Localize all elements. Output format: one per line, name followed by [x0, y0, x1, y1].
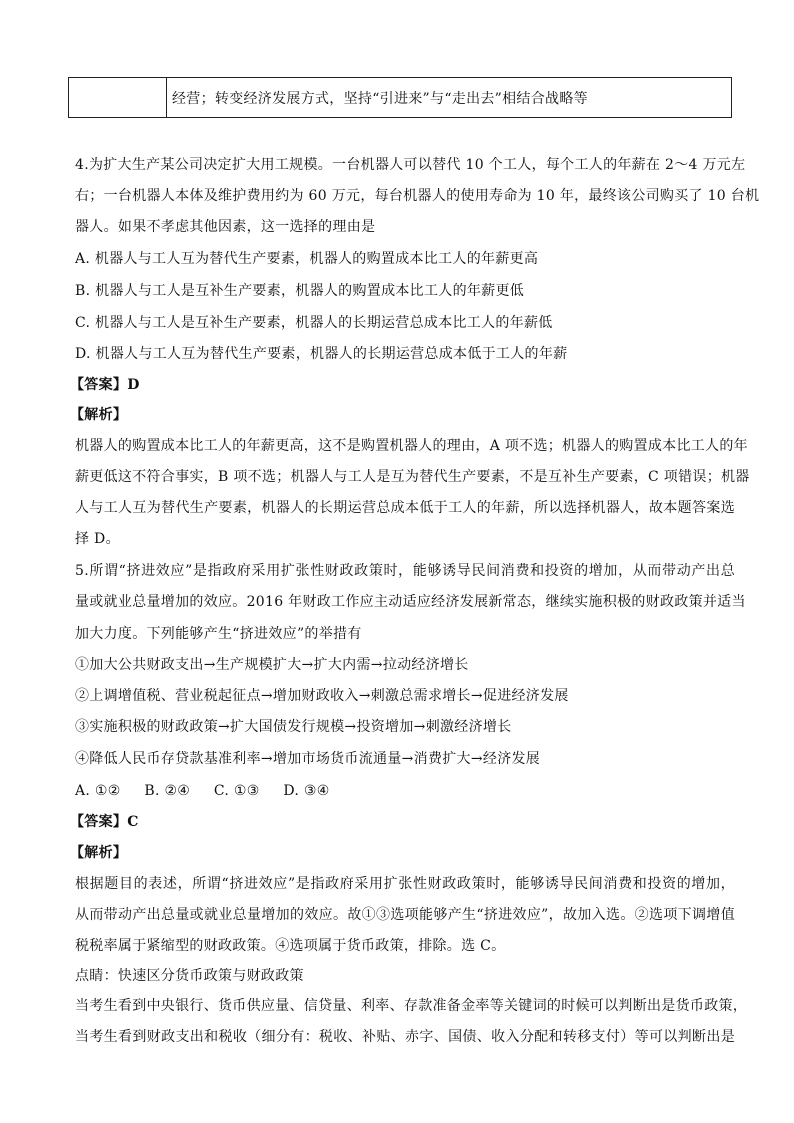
- q4-option-c: C. 机器人与工人是互补生产要素，机器人的长期运营总成本比工人的年薪低: [75, 315, 553, 331]
- q4-stem-line-3: 器人。如果不孝虑其他因素，这一选择的理由是: [75, 219, 376, 235]
- q4-option-b: B. 机器人与工人是互补生产要素，机器人的购置成本比工人的年薪更低: [75, 283, 525, 299]
- q5-answer: 【答案】C: [70, 814, 139, 830]
- q5-analysis-line-2: 从而带动产出总量或就业总量增加的效应。故①③选项能够产生“挤进效应”，故加入选。②选项下调增值: [75, 907, 735, 923]
- q4-analysis-line-4: 择 D。: [75, 531, 120, 547]
- q4-analysis-line-1: 机器人的购置成本比工人的年薪更高，这不是购置机器人的理由，A 项不选；机器人的购置成本比工人的年: [75, 438, 748, 454]
- q5-analysis-line-3: 税税率属于紧缩型的财政政策。④选项属于货币政策，排除。选 C。: [75, 938, 506, 954]
- q4-option-a: A. 机器人与工人互为替代生产要素，机器人的购置成本比工人的年薪更高: [75, 251, 539, 267]
- q4-analysis-line-2: 薪更低这不符合事实，B 项不选；机器人与工人是互为替代生产要素，不是互补生产要素，C 项错误；机器: [75, 469, 750, 485]
- q4-stem-line-1: 4.为扩大生产某公司决定扩大用工规模。一台机器人可以替代 10 个工人，每个工人的年薪在 2～4 万元左: [75, 157, 746, 173]
- q4-option-d: D. 机器人与工人互为替代生产要素，机器人的长期运营总成本低于工人的年薪: [75, 346, 568, 362]
- table-row: [68, 77, 732, 118]
- table-cell-text: 经营；转变经济发展方式，坚持“引进来”与“走出去”相结合战略等: [172, 90, 588, 107]
- q5-tip-title: 点睛：快速区分货币政策与财政政策: [75, 968, 304, 984]
- q4-analysis-line-3: 人与工人互为替代生产要素，机器人的长期运营总成本低于工人的年薪，所以选择机器人，故本题答案选: [75, 500, 735, 516]
- q4-stem-line-2: 右；一台机器人本体及维护费用约为 60 万元，每台机器人的使用寿命为 10 年，最终该公司购买了 10 台机: [75, 188, 760, 204]
- q5-analysis-title: 【解析】: [70, 845, 128, 861]
- q5-options: A. ①② B. ②④ C. ①③ D. ③④: [75, 783, 330, 799]
- q5-item-3: ③实施积极的财政政策→扩大国债发行规模→投资增加→刺激经济增长: [75, 719, 512, 735]
- q5-tip-line-2: 当考生看到财政支出和税收（细分有：税收、补贴、赤字、国债、收入分配和转移支付）等可以判断出是: [75, 1029, 735, 1045]
- q5-analysis-line-1: 根据题目的表述，所谓“挤进效应”是指政府采用扩张性财政政策时，能够诱导民间消费和投资的增加，: [75, 876, 735, 892]
- q5-stem-line-2: 量或就业总量增加的效应。2016 年财政工作应主动适应经济发展新常态，继续实施积极的财政政策并适当: [75, 594, 746, 610]
- q5-item-4: ④降低人民币存贷款基准利率→增加市场货币流通量→消费扩大→经济发展: [75, 751, 541, 767]
- q4-analysis-title: 【解析】: [70, 407, 128, 423]
- q4-answer: 【答案】D: [70, 377, 140, 393]
- q5-stem-line-1: 5.所谓“挤进效应”是指政府采用扩张性财政政策时，能够诱导民间消费和投资的增加，从而带动产出总: [75, 563, 735, 579]
- q5-item-2: ②上调增值税、营业税起征点→增加财政收入→刺激总需求增长→促进经济发展: [75, 688, 569, 704]
- q5-item-1: ①加大公共财政支出→生产规模扩大→扩大内需→拉动经济增长: [75, 657, 469, 673]
- table-cell-empty: [69, 78, 167, 117]
- q5-tip-line-1: 当考生看到中央银行、货币供应量、信贷量、利率、存款准备金率等关键词的时候可以判断出是货币政策，: [75, 998, 748, 1014]
- q5-stem-line-3: 加大力度。下列能够产生“挤进效应”的举措有: [75, 626, 362, 642]
